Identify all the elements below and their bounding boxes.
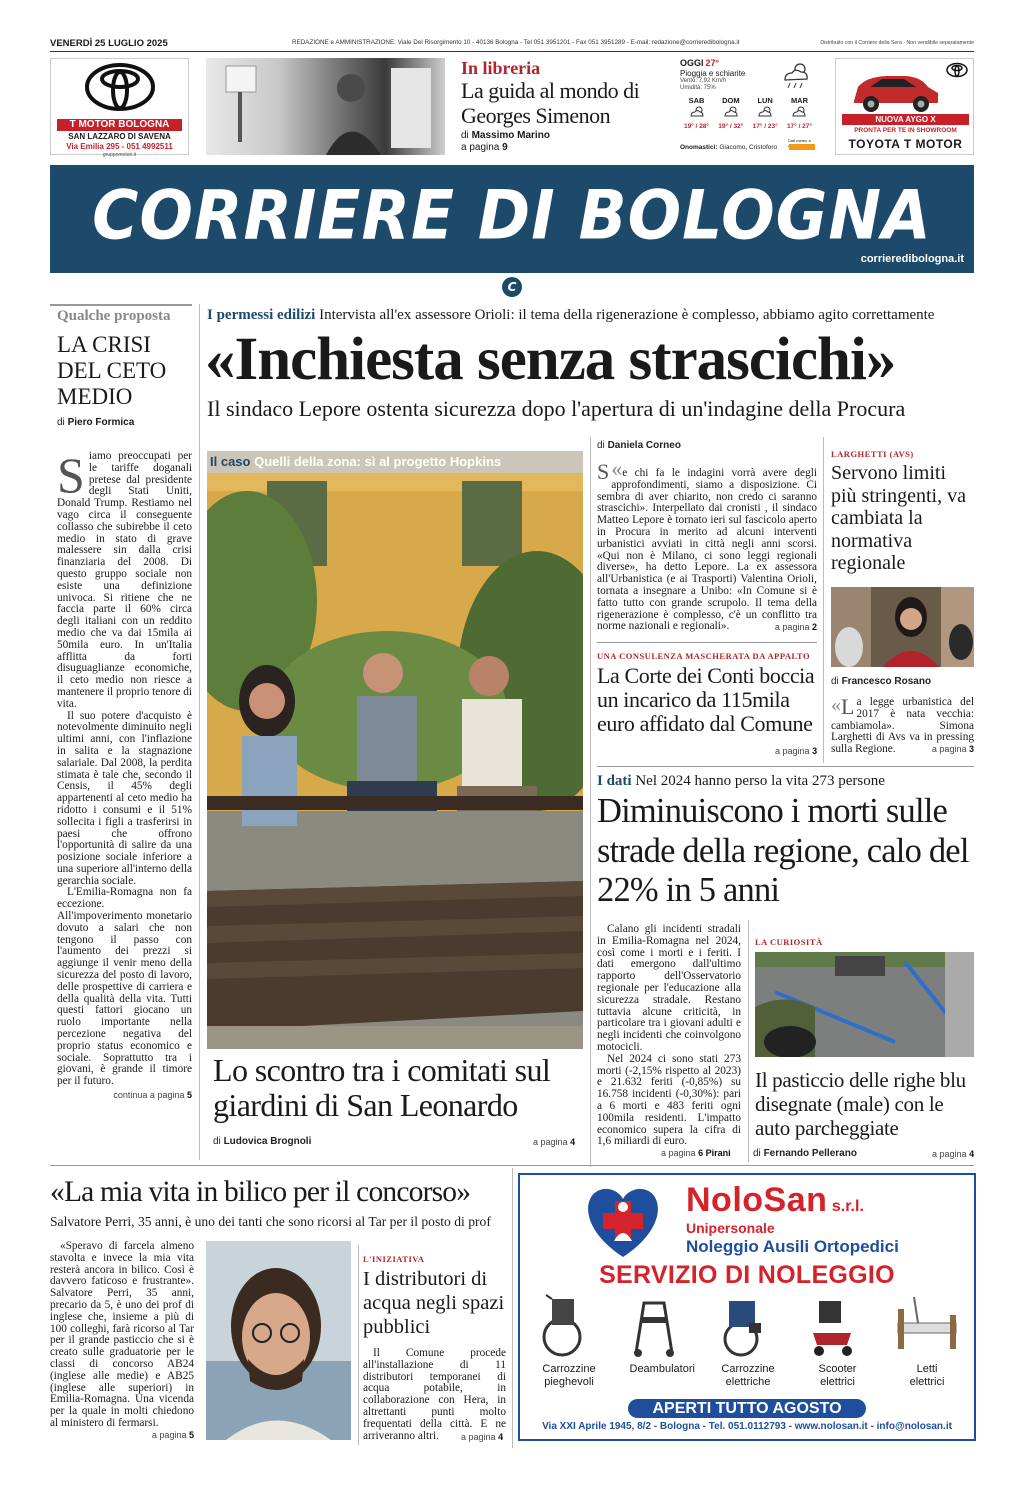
masthead-site: corrieredibologna.it <box>860 253 964 265</box>
avs-byline <box>831 676 931 687</box>
avs-author: Francesco Rosano <box>841 676 932 687</box>
weather-day-sab <box>680 96 713 136</box>
bottom-rule <box>50 1165 974 1166</box>
saints-names: Giacomo, Cristoforo <box>719 144 778 151</box>
avs-text-body: a legge urbanistica del 2017 è nata vecchia: cambiamola». Simona Larghetti di Avs va in pressing sulla Regione. <box>831 696 974 756</box>
photo-blue-lines <box>755 952 974 1057</box>
avs-divider <box>823 437 824 763</box>
photo-story-page-num: 4 <box>570 1137 576 1147</box>
stats-page-num: 6 <box>698 1148 704 1158</box>
nolosan-products <box>526 1293 970 1393</box>
cloud-sun-icon <box>689 105 705 119</box>
photo-larghetti <box>831 587 974 667</box>
car-illustration <box>846 67 946 113</box>
lead-text-body: e chi fa le indagini vorrà avere degli approfondimenti, siamo a disposizione. Ci sembra di aver chiarito, non credo ci saranno strascichi». Interpellato dai cronisti , il sindaco Matteo Lepore è tornato ieri sul fascicolo aperto in Procura in merito ad alcuni interventi urbanistici avviati in città negli anni scorsi. «Qui non è Milano, ci sono leggi regionali diverse», ha detto Lepore. La ex assessora all'Urbanistica (e ai Trasporti) Valentina Orioli, tornata a insegnare a Unibo: «In Comune si è fatto tutto con grande scrupolo. Il tema della rigenerazione è complesso, c'è un conflitto tra norme nazionali e regionali». <box>597 467 817 633</box>
column-continue: continua a pagina <box>113 1090 185 1101</box>
lead-by: di <box>597 440 605 451</box>
ad-divider <box>512 1168 513 1448</box>
stats-headline[interactable]: Diminuiscono i morti sulle strade della regione, calo del 22% in 5 anni <box>597 792 969 909</box>
water-kicker: L'INIZIATIVA <box>363 1254 425 1264</box>
nolosan-product-item <box>795 1293 881 1393</box>
curiosity-kicker: LA CURIOSITÀ <box>755 937 823 947</box>
lead-byline <box>597 440 681 451</box>
column-text-3: L'Emilia-Romagna non fa eccezione. All'impoverimento monetario dovuto a salari che non tengono il passo con l'aumento dei prezzi si aggiunge il venir meno della sicurezza del posto di lavoro, delle prospettive di carriera e della qualità della vita. Tutti questi fattori giocano un ruolo importante nella percezione negativa del proprio status economico e sociale. Soprattutto tra i giovani, è grande il timore per il futuro. <box>57 886 192 1088</box>
mobility-aid-icon <box>805 1293 871 1359</box>
lead-subhead: Il sindaco Lepore ostenta sicurezza dopo l'apertura di un'indagine della Procura <box>207 396 906 421</box>
mobility-aid-icon <box>626 1293 692 1359</box>
weather-conditions: Pioggia e schiarite <box>680 69 746 78</box>
stats-text-2: Nel 2024 ci sono stati 273 morti (-2,15% rispetto al 2023) e 21.632 feriti (-0,85%) su 16.758 incidenti (-0,30%): pari a 6 morti e 483 feriti ogni 100mila residenti. L'impatto economico supera la cifra di 1,6 miliardi di euro. <box>597 1052 741 1148</box>
editorial-address: REDAZIONE e AMMINISTRAZIONE: Viale Del Risorgimento 10 - 40136 Bologna - Tel 051 3951201 - Fax 051 3951289 - E-mail: redazione@corrieredibologna.it <box>292 39 740 46</box>
corte-headline: La Corte dei Conti boccia un incarico da 115mila euro affidato dal Comune <box>597 663 815 736</box>
photo-story-page <box>533 1137 575 1147</box>
simenon-photo <box>206 58 445 155</box>
weather-day-name: SAB <box>688 96 705 105</box>
lead-divider <box>590 437 591 1167</box>
ad-street: Via Emilia 295 - 051 4992511 <box>66 142 173 151</box>
rain-sun-icon <box>780 60 812 90</box>
promo-by: di <box>461 130 469 141</box>
avs-page: 3 <box>968 744 974 755</box>
avs-page-prefix: a pagina <box>931 744 967 755</box>
column-text <box>57 447 192 1101</box>
cloud-sun-icon <box>757 105 773 119</box>
nolosan-product-item <box>884 1293 970 1393</box>
concorso-page-prefix: a pagina <box>151 1429 187 1440</box>
curiosity-page-prefix: a pagina <box>932 1149 967 1159</box>
distribution-note: Distribuito con il Corriere della Sera - Non vendibile separatamente <box>820 40 974 46</box>
nolosan-service: SERVIZIO DI NOLEGGIO <box>599 1261 895 1289</box>
cloud-sun-icon <box>791 105 807 119</box>
corte-page-prefix: a pagina <box>775 746 810 756</box>
curiosity-author: Fernando Pellerano <box>763 1148 857 1159</box>
nolosan-cross-icon <box>582 1185 664 1259</box>
ad-city: SAN LAZZARO DI SAVENA <box>68 132 171 141</box>
stats-page <box>661 1148 731 1158</box>
concorso-text <box>50 1241 194 1440</box>
stats-kicker <box>597 773 885 790</box>
weather-forecast <box>680 96 816 136</box>
avs-text: « L a legge urbanistica del 2017 è nata vecchia: cambiamola». Simona Larghetti di Avs va in pressing sulla Regione. a pagina 3 <box>831 694 974 756</box>
weather-day-name: DOM <box>722 96 740 105</box>
nolosan-ad[interactable] <box>518 1173 976 1441</box>
column-text-1: iamo preoccupati per le tariffe doganali pretese dal presidente degli Stati Uniti, Donald Trump. Restiamo nel vago circa il conseguente collasso che subirebbe il ceto medio in stato di grave malessere sin dalla crisi finanziaria del 2008. Di questo gruppo sociale non esiste una definizione univoca. Si ritiene che ne faccia parte il 60% circa degli italiani con un reddito medio che va dai 15mila ai 50mila euro. In un'Italia afflitta da forti disuguaglianze economiche, il ceto medio non riesce a mantenere il proprio tenore di vita. <box>57 450 192 710</box>
stats-top-rule <box>597 766 974 767</box>
curiosity-byline <box>753 1148 857 1159</box>
nolosan-sub2: Noleggio Ausili Ortopedici <box>686 1237 899 1256</box>
weather-today-temp: 27° <box>705 58 720 68</box>
avs-dropcap: L <box>841 694 855 719</box>
mobility-aid-icon <box>536 1293 602 1359</box>
photo-salvatore-perri <box>206 1241 351 1440</box>
masthead-logo-letter: C <box>507 280 517 294</box>
water-text <box>363 1348 506 1442</box>
concorso-text-body: «Speravo di farcela almeno stavolta e invece la mia vita resterà ancora in bilico. Così è davvero faticoso e frustrante». Salvatore Perri, 35 anni, precario da 5, è uno dei prof di inglese che, insieme a più di 100 colleghi, farà ricorso al Tar per il grande pasticcio che si è creato sulle graduatorie per le classi di concorso AB24 (inglese alle medie) e AB25 (inglese alle superiori) in Emilia-Romagna. Una vicenda per la quale in molti chiedono al ministero di fermarsi. <box>50 1240 194 1429</box>
water-page-prefix: a pagina <box>461 1432 496 1442</box>
photo-story-page-prefix: a pagina <box>533 1137 568 1147</box>
weather-today-label: OGGI <box>680 58 704 68</box>
promo-page-prefix: a pagina <box>461 142 500 153</box>
water-story[interactable] <box>363 1254 506 1339</box>
weather-day-range: 19° / 28° <box>683 123 710 130</box>
meteo-credit: Dati meteo a <box>788 138 811 143</box>
curiosity-headline[interactable]: Il pasticcio delle righe blu disegnate (male) con le auto parcheggiate <box>755 1068 966 1140</box>
promo-title: La guida al mondo di Georges Simenon <box>461 78 640 128</box>
mobility-aid-icon <box>894 1293 960 1359</box>
nolosan-product-label: Deambulatori <box>629 1363 695 1375</box>
nolosan-product-item <box>616 1293 702 1393</box>
toyota-small-logo-icon <box>945 62 969 78</box>
column-dropcap: S <box>57 447 85 503</box>
promo-block[interactable] <box>461 58 666 158</box>
curiosity-page <box>932 1149 974 1159</box>
corte-top-rule <box>597 642 817 643</box>
stats-kicker-text: Nel 2024 hanno perso la vita 273 persone <box>635 773 885 789</box>
weather-day-lun <box>749 96 782 136</box>
weather-wind: Vento: 7,92 Km/h <box>680 78 727 84</box>
photo-story-tag-text: Quelli della zona: sì al progetto Hopkins <box>254 454 502 469</box>
avs-story[interactable] <box>831 449 974 575</box>
masthead-logo-icon <box>502 277 522 297</box>
column-title: LA CRISI DEL CETO MEDIO <box>57 332 167 409</box>
lead-page: 2 <box>811 622 817 633</box>
column-divider <box>199 304 200 1160</box>
weather-day-range: 17° / 23° <box>752 123 778 130</box>
weather-day-range: 17° / 27° <box>786 123 813 130</box>
avs-kicker: LARGHETTI (AVS) <box>831 449 914 459</box>
weather-humidity: Umidità: 75% <box>680 85 716 91</box>
weather-day-name: LUN <box>757 96 773 105</box>
nolosan-brand: NoloSan <box>686 1181 828 1219</box>
avs-by: di <box>831 676 839 687</box>
water-text-body: Il Comune procede all'installazione di 11 distributori temporanei di acqua potabile, in collaborazione con Hera, in altrettanti punti molto frequentati della città. E ne arriveranno altri. <box>363 1347 506 1442</box>
photo-story-tag <box>207 451 583 473</box>
mobility-aid-icon <box>715 1293 781 1359</box>
ad-tagline: PRONTA PER TE IN SHOWROOM <box>854 127 957 134</box>
stats-text <box>597 924 741 1148</box>
weather-day-mar <box>783 96 816 136</box>
nolosan-open-banner <box>628 1399 866 1418</box>
water-divider <box>358 1245 359 1445</box>
weather-day-dom <box>714 96 747 136</box>
meteo-badge <box>789 144 815 150</box>
ad-brand: T MOTOR BOLOGNA <box>57 119 182 131</box>
nolosan-product-item <box>705 1293 791 1393</box>
nolosan-product-label: Carrozzine elettriche <box>721 1363 775 1388</box>
concorso-subhead: Salvatore Perri, 35 anni, è uno dei tanti che sono ricorsi al Tar per il posto di prof <box>50 1214 491 1229</box>
ad-brand-right: TOYOTA T MOTOR <box>848 137 963 151</box>
weather-day-name: MAR <box>790 96 809 105</box>
nolosan-sub1: Unipersonale <box>686 1220 775 1236</box>
concorso-page: 5 <box>188 1429 194 1440</box>
nolosan-product-label: Carrozzine pieghevoli <box>542 1363 596 1388</box>
lead-page-prefix: a pagina <box>774 622 810 633</box>
nolosan-product-label: Letti elettrici <box>909 1363 945 1388</box>
curiosity-divider <box>748 920 749 1162</box>
promo-author: Massimo Marino <box>471 130 550 141</box>
column-text-2: Il suo potere d'acquisto è notevolmente diminuito negli ultimi anni, con l'inflazione in salita e la stagnazione salariale. Dal 2008, la perdita stimata è tale che, secondo il Censis, il 45% degli appartenenti al ceto medio ha ridotto i consumi e il 51% sollecita i figli a trasferirsi in paesi che offrono l'opportunità di salire da una posizione sociale inferiore a una superiore all'interno della gerarchia sociale. <box>57 709 192 887</box>
water-page <box>461 1432 503 1442</box>
corte-story[interactable] <box>597 651 819 736</box>
nolosan-product-item <box>526 1293 612 1393</box>
water-headline: I distributori di acqua negli spazi pubblici <box>363 1268 505 1338</box>
corte-page <box>775 746 817 756</box>
lead-kicker-text: Intervista all'ex assessore Orioli: il tema della rigenerazione è complesso, abbiamo agito correttamente <box>319 307 935 323</box>
ad-site: gruppomotori.it <box>102 152 137 158</box>
lead-kicker <box>207 306 975 324</box>
lead-author: Daniela Corneo <box>607 440 681 451</box>
photo-story-tag-label: Il caso <box>210 454 251 469</box>
photo-story-author: Ludovica Brognoli <box>223 1136 312 1147</box>
curiosity-by: di <box>753 1148 761 1159</box>
nolosan-open: APERTI TUTTO AGOSTO <box>652 1400 842 1417</box>
photo-story-byline <box>213 1136 311 1147</box>
ad-model: NUOVA AYGO X <box>842 114 969 125</box>
column-ceto-medio[interactable] <box>57 306 193 428</box>
avs-headline: Servono limiti più stringenti, va cambiata la normativa regionale <box>831 462 966 574</box>
column-author: Piero Formica <box>67 417 135 428</box>
promo-kicker: In libreria <box>461 58 541 78</box>
stats-kicker-label: I dati <box>597 773 632 789</box>
promo-page: 9 <box>502 142 508 153</box>
lead-kicker-label: I permessi edilizi <box>207 307 316 323</box>
photo-story-by: di <box>213 1136 221 1147</box>
corte-page-num: 3 <box>812 746 818 756</box>
curiosity-page-num: 4 <box>969 1149 975 1159</box>
saints-label: Onomastici: <box>680 144 718 151</box>
masthead[interactable] <box>50 165 974 273</box>
photo-story-headline[interactable]: Lo scontro tra i comitati sul giardini di San Leonardo <box>213 1052 551 1123</box>
lead-headline[interactable]: «Inchiesta senza strascichi» <box>205 326 896 393</box>
column-page: 5 <box>186 1090 192 1101</box>
corte-kicker: UNA CONSULENZA MASCHERATA DA APPALTO <box>597 651 811 661</box>
column-by: di <box>57 417 65 428</box>
cloud-sun-icon <box>723 105 739 119</box>
stats-text-1: Calano gli incidenti stradali in Emilia-Romagna nel 2024, così come i morti e i feriti. I dati emergono dall'ultimo rapporto dell'Osservatorio regionale per l'educazione alla sicurezza stradale. Restano tuttavia alcune criticità, in particolare tra i giovani adulti e negli incidenti che coinvolgono motocicli. <box>597 923 741 1053</box>
masthead-title: CORRIERE DI BOLOGNA <box>92 176 932 255</box>
nolosan-address: Via XXI Aprile 1945, 8/2 - Bologna - Tel. 051.0112793 - www.nolosan.it - info@nolosan.it <box>542 1421 952 1432</box>
concorso-headline[interactable]: «La mia vita in bilico per il concorso» <box>50 1176 471 1208</box>
toyota-ad-right[interactable] <box>835 58 974 155</box>
lead-dropcap: S <box>597 459 610 484</box>
column-kicker: Qualche proposta <box>57 308 171 324</box>
lead-text: « S e chi fa le indagini vorrà avere degli approfondimenti, siamo a disposizione. Ci sembra di aver chiarito, non credo ci saranno strascichi». Interpellato dai cronisti , il sindaco Matteo Lepore è tornato ieri sul fascicolo aperto in Procura in merito ad alcuni interventi urbanistici avviati in città negli anni scorsi. «Qui non è Milano, ci sono leggi regionali diverse», ha detto Lepore. La ex assessora all'Urbanistica (e ai Trasporti) Valentina Orioli, tornata a insegnare a Unibo: «In Comune si è fatto tutto con grande scrupolo. Il tema della rigenerazione è complesso, c'è un conflitto tra norme nazionali e regionali». a pagina 2 <box>597 456 817 633</box>
top-bar <box>50 38 974 52</box>
water-page-num: 4 <box>498 1432 504 1442</box>
photo-san-leonardo[interactable] <box>207 451 583 1049</box>
issue-date: VENERDÌ 25 LUGLIO 2025 <box>50 38 168 49</box>
stats-author: Pirani <box>705 1148 731 1158</box>
weather-day-range: 19° / 32° <box>718 123 744 130</box>
toyota-logo-icon <box>51 59 190 115</box>
stats-page-prefix: a pagina <box>661 1148 696 1158</box>
weather-widget <box>676 56 818 156</box>
toyota-ad-left[interactable] <box>50 58 189 158</box>
nolosan-suffix: s.r.l. <box>831 1198 864 1215</box>
nolosan-product-label: Scooter elettrici <box>818 1363 857 1388</box>
